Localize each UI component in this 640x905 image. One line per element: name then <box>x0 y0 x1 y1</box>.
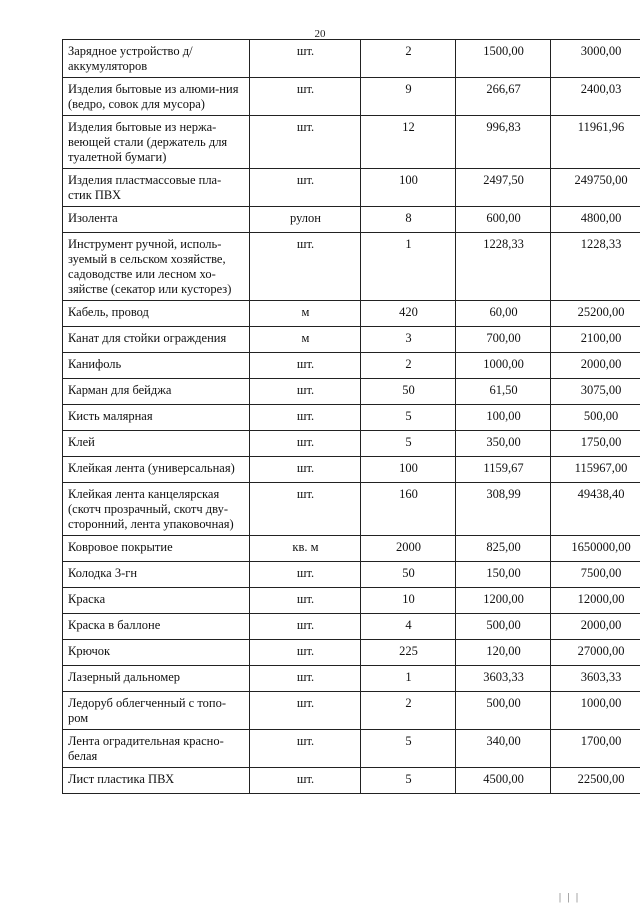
price-cell: 266,67 <box>456 78 551 116</box>
price-cell: 61,50 <box>456 379 551 405</box>
item-name-cell: Ковровое покрытие <box>63 536 250 562</box>
unit-cell: м <box>250 327 361 353</box>
price-cell: 1000,00 <box>456 353 551 379</box>
quantity-cell: 4 <box>361 614 456 640</box>
item-name-cell: Кисть малярная <box>63 405 250 431</box>
page-number: 20 <box>314 28 326 40</box>
quantity-cell: 12 <box>361 116 456 169</box>
items-table <box>62 39 640 794</box>
unit-cell: шт. <box>250 730 361 768</box>
quantity-cell: 2 <box>361 40 456 78</box>
item-name-cell: Краска в баллоне <box>63 614 250 640</box>
quantity-cell: 50 <box>361 379 456 405</box>
price-cell: 340,00 <box>456 730 551 768</box>
quantity-cell: 160 <box>361 483 456 536</box>
total-cell: 1000,00 <box>551 692 640 730</box>
quantity-cell: 100 <box>361 457 456 483</box>
unit-cell: шт. <box>250 116 361 169</box>
unit-cell: шт. <box>250 483 361 536</box>
price-cell: 120,00 <box>456 640 551 666</box>
total-cell: 3603,33 <box>551 666 640 692</box>
price-cell: 1500,00 <box>456 40 551 78</box>
unit-cell: шт. <box>250 379 361 405</box>
total-cell: 25200,00 <box>551 301 640 327</box>
price-cell: 700,00 <box>456 327 551 353</box>
table-row <box>63 169 640 207</box>
unit-cell: шт. <box>250 78 361 116</box>
quantity-cell: 3 <box>361 327 456 353</box>
unit-cell: шт. <box>250 692 361 730</box>
item-name-cell: Лента оградительная красно-белая <box>63 730 250 768</box>
table-row <box>63 640 640 666</box>
table-row <box>63 483 640 536</box>
table-row <box>63 562 640 588</box>
item-name-cell: Изделия бытовые из алюми-ния (ведро, совок для мусора) <box>63 78 250 116</box>
unit-cell: м <box>250 301 361 327</box>
unit-cell: кв. м <box>250 536 361 562</box>
table-row <box>63 431 640 457</box>
price-cell: 350,00 <box>456 431 551 457</box>
table-row <box>63 588 640 614</box>
item-name-cell: Изделия бытовые из нержа-веющей стали (держатель для туалетной бумаги) <box>63 116 250 169</box>
unit-cell: шт. <box>250 169 361 207</box>
total-cell: 115967,00 <box>551 457 640 483</box>
price-cell: 1159,67 <box>456 457 551 483</box>
table-row <box>63 730 640 768</box>
quantity-cell: 9 <box>361 78 456 116</box>
total-cell: 2000,00 <box>551 353 640 379</box>
table-row <box>63 666 640 692</box>
unit-cell: рулон <box>250 207 361 233</box>
price-cell: 2497,50 <box>456 169 551 207</box>
price-cell: 3603,33 <box>456 666 551 692</box>
price-cell: 100,00 <box>456 405 551 431</box>
total-cell: 1650000,00 <box>551 536 640 562</box>
table-row <box>63 536 640 562</box>
table-row <box>63 405 640 431</box>
item-name-cell: Изолента <box>63 207 250 233</box>
item-name-cell: Инструмент ручной, исполь-зуемый в сельском хозяйстве, садоводстве или лесном хо-зяйстве (секатор или кусторез) <box>63 233 250 301</box>
item-name-cell: Краска <box>63 588 250 614</box>
unit-cell: шт. <box>250 405 361 431</box>
unit-cell: шт. <box>250 614 361 640</box>
table-row <box>63 207 640 233</box>
price-cell: 500,00 <box>456 614 551 640</box>
table-row <box>63 692 640 730</box>
item-name-cell: Лазерный дальномер <box>63 666 250 692</box>
quantity-cell: 2 <box>361 692 456 730</box>
item-name-cell: Изделия пластмассовые пла-стик ПВХ <box>63 169 250 207</box>
quantity-cell: 1 <box>361 666 456 692</box>
table-row <box>63 353 640 379</box>
item-name-cell: Крючок <box>63 640 250 666</box>
quantity-cell: 2 <box>361 353 456 379</box>
table-row <box>63 233 640 301</box>
quantity-cell: 100 <box>361 169 456 207</box>
quantity-cell: 2000 <box>361 536 456 562</box>
total-cell: 249750,00 <box>551 169 640 207</box>
total-cell: 11961,96 <box>551 116 640 169</box>
unit-cell: шт. <box>250 233 361 301</box>
unit-cell: шт. <box>250 562 361 588</box>
table-row <box>63 301 640 327</box>
price-cell: 996,83 <box>456 116 551 169</box>
unit-cell: шт. <box>250 640 361 666</box>
table-row <box>63 78 640 116</box>
total-cell: 22500,00 <box>551 768 640 794</box>
unit-cell: шт. <box>250 666 361 692</box>
quantity-cell: 1 <box>361 233 456 301</box>
item-name-cell: Клейкая лента канцелярская (скотч прозрачный, скотч дву-сторонний, лента упаковочная) <box>63 483 250 536</box>
price-cell: 4500,00 <box>456 768 551 794</box>
price-cell: 825,00 <box>456 536 551 562</box>
price-cell: 1228,33 <box>456 233 551 301</box>
total-cell: 1700,00 <box>551 730 640 768</box>
item-name-cell: Зарядное устройство д/аккумуляторов <box>63 40 250 78</box>
table-row <box>63 614 640 640</box>
unit-cell: шт. <box>250 768 361 794</box>
total-cell: 1750,00 <box>551 431 640 457</box>
table-row <box>63 116 640 169</box>
price-cell: 150,00 <box>456 562 551 588</box>
quantity-cell: 420 <box>361 301 456 327</box>
unit-cell: шт. <box>250 457 361 483</box>
total-cell: 2100,00 <box>551 327 640 353</box>
total-cell: 12000,00 <box>551 588 640 614</box>
item-name-cell: Колодка 3-гн <box>63 562 250 588</box>
item-name-cell: Лист пластика ПВХ <box>63 768 250 794</box>
total-cell: 3000,00 <box>551 40 640 78</box>
item-name-cell: Кабель, провод <box>63 301 250 327</box>
total-cell: 7500,00 <box>551 562 640 588</box>
price-cell: 1200,00 <box>456 588 551 614</box>
quantity-cell: 225 <box>361 640 456 666</box>
price-cell: 60,00 <box>456 301 551 327</box>
total-cell: 4800,00 <box>551 207 640 233</box>
price-cell: 500,00 <box>456 692 551 730</box>
unit-cell: шт. <box>250 353 361 379</box>
unit-cell: шт. <box>250 431 361 457</box>
table-row <box>63 768 640 794</box>
table-row <box>63 40 640 78</box>
item-name-cell: Карман для бейджа <box>63 379 250 405</box>
total-cell: 27000,00 <box>551 640 640 666</box>
quantity-cell: 5 <box>361 730 456 768</box>
total-cell: 49438,40 <box>551 483 640 536</box>
quantity-cell: 10 <box>361 588 456 614</box>
total-cell: 3075,00 <box>551 379 640 405</box>
item-name-cell: Клейкая лента (универсальная) <box>63 457 250 483</box>
item-name-cell: Ледоруб облегченный с топо-ром <box>63 692 250 730</box>
unit-cell: шт. <box>250 40 361 78</box>
unit-cell: шт. <box>250 588 361 614</box>
item-name-cell: Канат для стойки ограждения <box>63 327 250 353</box>
price-cell: 308,99 <box>456 483 551 536</box>
total-cell: 2000,00 <box>551 614 640 640</box>
bottom-mark: | | | <box>558 892 580 903</box>
price-cell: 600,00 <box>456 207 551 233</box>
table-row <box>63 379 640 405</box>
table-row <box>63 327 640 353</box>
item-name-cell: Клей <box>63 431 250 457</box>
table-row <box>63 457 640 483</box>
total-cell: 2400,03 <box>551 78 640 116</box>
quantity-cell: 8 <box>361 207 456 233</box>
total-cell: 1228,33 <box>551 233 640 301</box>
quantity-cell: 5 <box>361 768 456 794</box>
item-name-cell: Канифоль <box>63 353 250 379</box>
quantity-cell: 50 <box>361 562 456 588</box>
quantity-cell: 5 <box>361 431 456 457</box>
items-table-body <box>63 40 640 794</box>
total-cell: 500,00 <box>551 405 640 431</box>
quantity-cell: 5 <box>361 405 456 431</box>
